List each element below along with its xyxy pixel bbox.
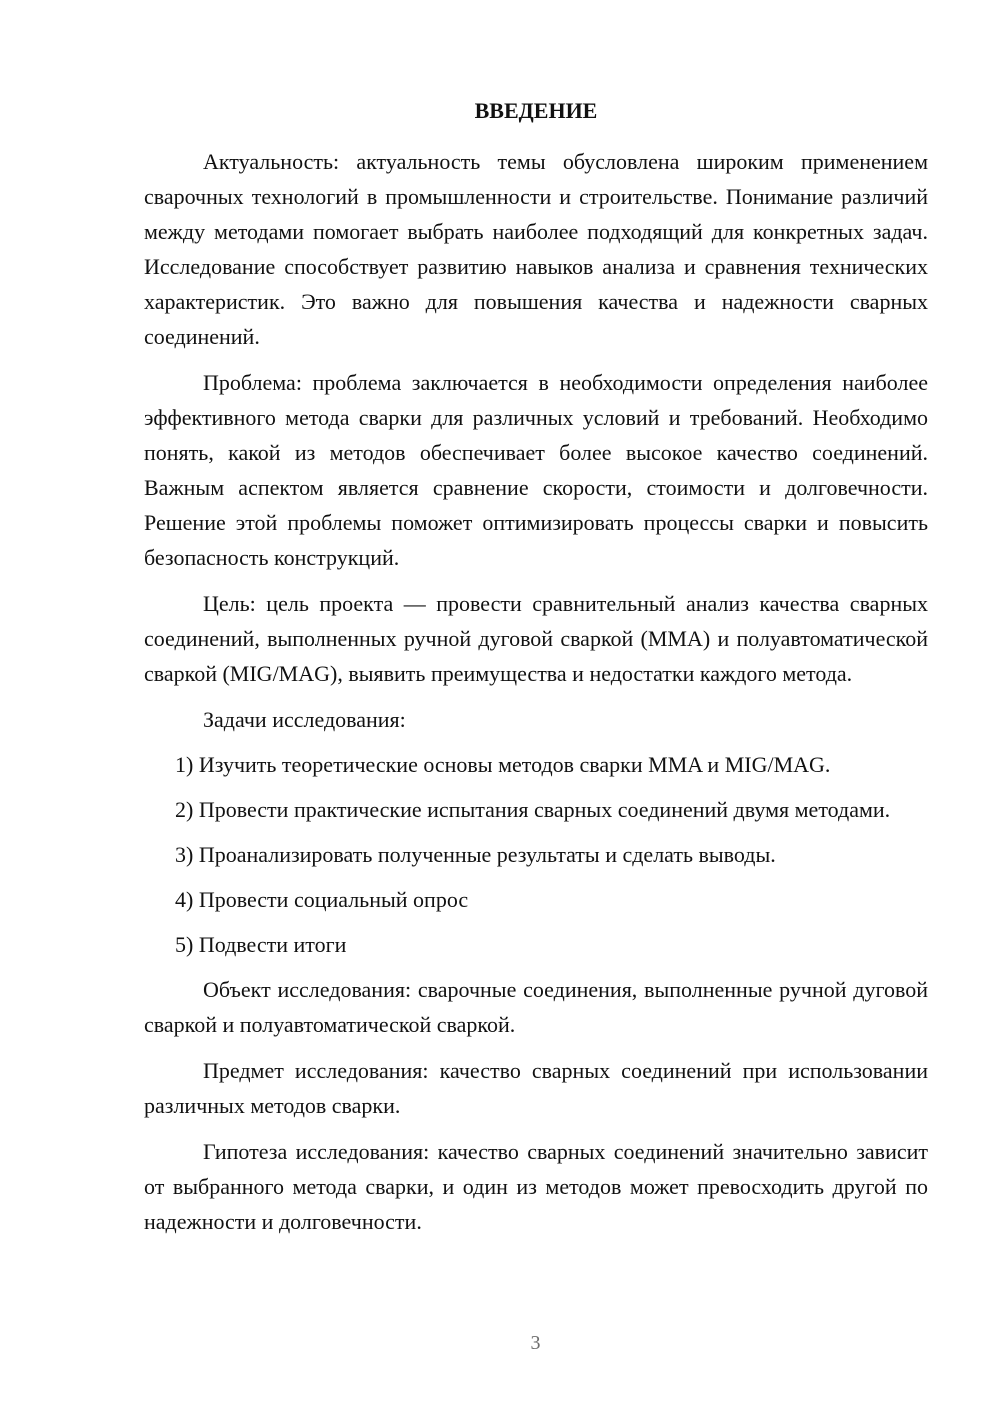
subject-paragraph: Предмет исследования: качество сварных соединений при использовании различных методов сварки. — [144, 1058, 928, 1118]
hypothesis-paragraph: Гипотеза исследования: качество сварных соединений значительно зависит от выбранного метода сварки, и один из методов может превосходить другой по надежности и долговечности. — [144, 1139, 928, 1234]
document-page — [144, 92, 928, 1250]
task-item: 1) Изучить теоретические основы методов сварки MMA и MIG/MAG. — [175, 752, 831, 777]
section-heading: ВВЕДЕНИЕ — [474, 98, 598, 123]
task-item: 5) Подвести итоги — [175, 932, 347, 957]
goal-paragraph: Цель: цель проекта — провести сравнительный анализ качества сварных соединений, выполненных ручной дуговой сваркой (MMA) и полуавтоматической сваркой (MIG/MAG), выявить преимущества и недостатки каждого метода. — [144, 591, 928, 686]
task-item: 4) Провести социальный опрос — [175, 887, 469, 912]
task-item: 3) Проанализировать полученные результаты и сделать выводы. — [175, 842, 776, 867]
page-number: 3 — [530, 1332, 541, 1354]
task-item: 2) Провести практические испытания сварных соединений двумя методами. — [175, 797, 891, 822]
tasks-title: Задачи исследования: — [203, 707, 406, 732]
problem-paragraph: Проблема: проблема заключается в необходимости определения наиболее эффективного метода сварки для различных условий и требований. Необходимо понять, какой из методов обеспечивает более высокое качество соединений. Важным аспектом является сравнение скорости, стоимости и долговечности. Решение этой проблемы поможет оптимизировать процессы сварки и повысить безопасность конструкций. — [144, 370, 928, 570]
relevance-paragraph: Актуальность: актуальность темы обусловлена широким применением сварочных технологий в промышленности и строительстве. Понимание различий между методами помогает выбрать наиболее подходящий для конкретных задач. Исследование способствует развитию навыков анализа и сравнения технических характеристик. Это важно для повышения качества и надежности сварных соединений. — [144, 149, 928, 349]
object-paragraph: Объект исследования: сварочные соединения, выполненные ручной дуговой сваркой и полуавтоматической сваркой. — [144, 977, 928, 1037]
